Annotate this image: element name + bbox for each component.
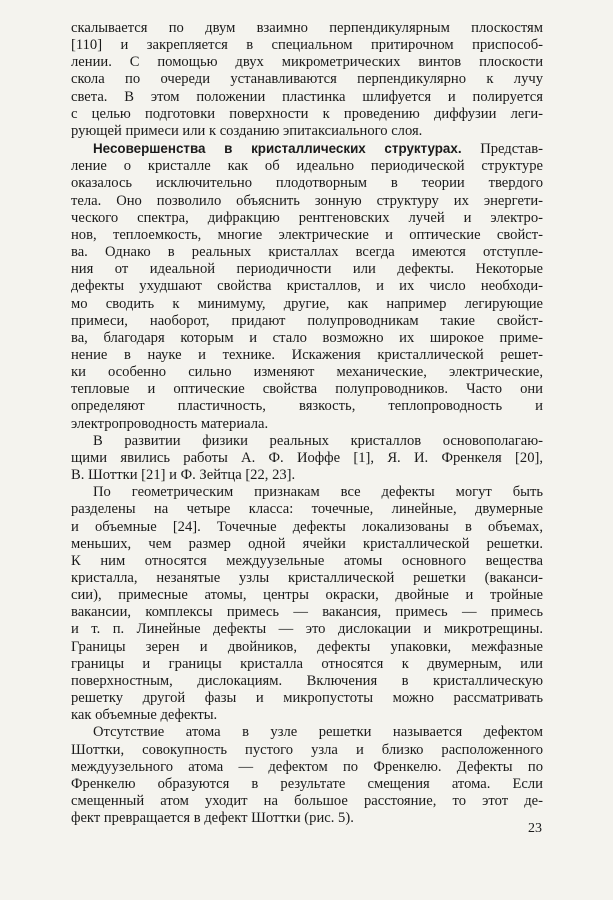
text-line: меньших, чем размер одной ячейки кристаллической решетки. [71,535,543,552]
text-line: электропроводность материала. [71,415,269,432]
text-line: скола по очереди устанавливаются перпендикулярно к лучу [71,71,543,88]
text-line [71,140,543,158]
text-line: сии), примесные атомы, центры окраски, двойные и тройные [71,587,543,604]
text-line: дефекты ухудшают свойства кристаллов, и их число необходи- [71,278,543,295]
text-line: ва, благодаря которым и стало возможно их широкое приме- [71,329,543,346]
paragraph-history [71,433,543,484]
text-line: решетку другой фазы и микропустоты можно рассматривать [71,690,543,707]
page-number: 23 [528,821,542,836]
text-line: К ним относятся междуузельные атомы основного вещества [71,552,543,569]
text-line: поверхностным, дислокациям. Включения в кристаллическую [71,672,543,689]
text-line: света. В этом положении пластинка шлифуется и полируется [71,88,543,105]
text-line: и т. п. Линейные дефекты — это дислокации и микротрещины. [71,621,543,638]
text-line: смещенный атом уходит на большое расстояние, то этот де- [71,793,543,810]
text-line: ческого спектра, дифракцию рентгеновских лучей и электро- [71,209,543,226]
text-line: Отсутствие атома в узле решетки называется дефектом [93,724,543,741]
section-heading: Несовершенства в кристаллических структурах. [93,141,462,157]
text-line: рующей примеси или к созданию эпитаксиального слоя. [71,122,423,139]
text-line: ва. Однако в реальных кристаллах всегда имеются отступле- [71,244,543,261]
text-line: тела. Оно позволило объяснить зонную структуру их энергети- [71,192,543,209]
text-line: щими явились работы А. Ф. Иоффе [1], Я. И. Френкеля [20], [71,449,543,466]
text-line: ление о кристалле как об идеально периодической структуре [71,158,543,175]
text-line: Шоттки, совокупность пустого узла и близко расположенного [71,741,543,758]
paragraph-imperfections [71,140,543,433]
text-line: В. Шоттки [21] и Ф. Зейтца [22, 23]. [71,467,296,484]
text-line: По геометрическим признакам все дефекты могут быть [93,484,543,501]
text-line: Границы зерен и двойников, дефекты упаковки, межфазные [71,638,543,655]
text-line: и объемные [24]. Точечные дефекты локализованы в объемах, [71,518,543,535]
text-line: лении. С помощью двух микрометрических винтов плоскости [71,54,543,71]
text-line: разделены на четыре класса: точечные, линейные, двумерные [71,501,543,518]
text-line: вакансии, комплексы примесь — вакансия, примесь — примесь [71,604,543,621]
text-line: мо сводить к минимуму, другие, как например легирующие [71,295,543,312]
text-line: Френкелю образуются в результате смещения атома. Если [71,775,543,792]
paragraph-schottky-frenkel [71,724,543,827]
text-line: В развитии физики реальных кристаллов основополагаю- [93,432,543,449]
text-line: кристалла, незанятые узлы кристаллической решетки (ваканси- [71,570,543,586]
text-line: скалывается по двум взаимно перпендикулярным плоскостям [71,20,543,36]
paragraph-crystal-preparation [71,20,543,140]
text-line: нов, теплоемкость, многие электрические и оптические свойст- [71,226,543,243]
text-line: [110] и закрепляется в специальном притирочном приспособ- [71,37,543,54]
text-line: ния от идеальной периодичности или дефекты. Некоторые [71,261,543,278]
text-line: определяют пластичность, вязкость, теплопроводность и [71,398,543,415]
text-line: фект превращается в дефект Шоттки (рис. 5). [71,810,354,827]
text-line: границы и границы кристалла относятся к двумерным, или [71,655,543,672]
text-line: междуузельного атома — дефектом по Френкелю. Дефекты по [71,758,543,775]
text-line: оказалось исключительно плодотворным в теории твердого [71,175,543,192]
text-line: ки особенно сильно изменяют механические, электрические, [71,364,543,381]
text-line: с целью подготовки поверхности к проведению диффузии леги- [71,105,543,122]
text-line: нение в науке и технике. Искажения кристаллической решет- [71,346,543,363]
page-text [71,20,543,827]
text-line: как объемные дефекты. [71,707,218,724]
text-line: примеси, наоборот, придают полупроводникам такие свойст- [71,312,543,329]
heading-line-continuation: Представ- [480,141,543,158]
paragraph-defect-classes [71,484,543,724]
text-line: тепловые и оптические свойства полупроводников. Часто они [71,381,543,398]
